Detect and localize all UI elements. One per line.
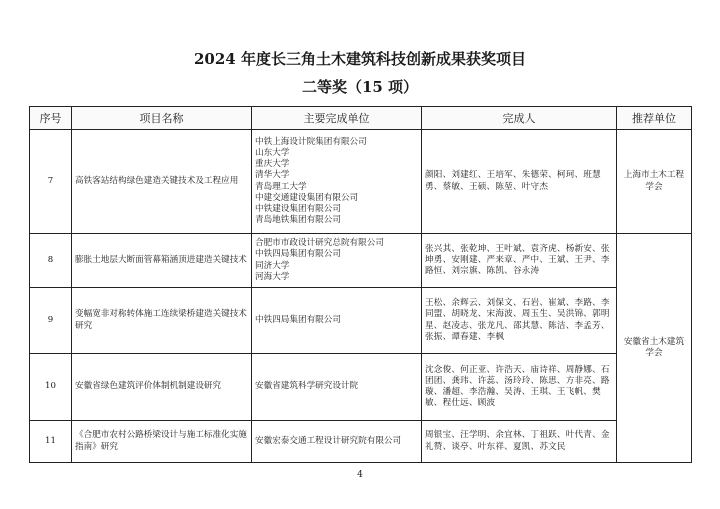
unit-line: 青岛理工大学 xyxy=(255,181,307,192)
row-number: 8 xyxy=(30,234,72,288)
row-number: 11 xyxy=(30,421,72,463)
row-number: 10 xyxy=(30,354,72,421)
project-name: 膨胀土地层大断面管幕箱涵顶进建造关键技术 xyxy=(72,234,252,288)
table-row xyxy=(30,130,692,234)
unit-line: 青岛地铁集团有限公司 xyxy=(255,215,341,226)
col-header-members: 完成人 xyxy=(422,107,617,130)
units-cell xyxy=(252,234,422,288)
members-cell: 周银宝、汪学明、余宜林、丁祖跃、叶代青、金礼赞、谈亭、叶东祥、夏凯、苏文民 xyxy=(422,421,617,463)
units-cell: 安徽宏泰交通工程设计研究院有限公司 xyxy=(252,421,422,463)
col-header-no: 序号 xyxy=(30,107,72,130)
unit-line: 重庆大学 xyxy=(255,159,290,170)
unit-line: 安徽省建筑科学研究设计院 xyxy=(255,381,359,392)
units-cell xyxy=(252,130,422,234)
project-name: 高铁客站结构绿色建造关键技术及工程应用 xyxy=(72,130,252,234)
project-name: 安徽省绿色建筑评价体制机制建设研究 xyxy=(72,354,252,421)
col-header-units: 主要完成单位 xyxy=(252,107,422,130)
unit-line: 中铁四局集团有限公司 xyxy=(255,314,341,325)
unit-line: 中铁四局集团有限公司 xyxy=(255,249,341,260)
members-cell: 沈念俊、何正亚、许浩天、庙诗祥、周静娜、石团团、龚玮、许蕊、汤玲玲、陈思、方非亮、路璇、潘超、李浩瀚、吴涛、王琪、王飞帆、樊敏、程仕远、顾波 xyxy=(422,354,617,421)
unit-line: 山东大学 xyxy=(255,147,290,158)
units-cell xyxy=(252,354,422,421)
row-number: 7 xyxy=(30,130,72,234)
unit-line: 中铁建设集团有限公司 xyxy=(255,203,341,214)
project-name: 变幅宽非对称转体施工连续梁桥建造关键技术研究 xyxy=(72,288,252,354)
members-cell: 颜阳、刘建红、王培军、朱德荣、柯珂、班慧勇、蔡敏、王硕、陈堃、叶守杰 xyxy=(422,130,617,234)
col-header-project: 项目名称 xyxy=(72,107,252,130)
recommender-cell: 安徽省土木建筑学会 xyxy=(617,234,692,463)
document-subtitle: 二等奖（15 项） xyxy=(301,78,419,96)
members-cell: 张兴其、张乾坤、王叶斌、袁齐虎、杨新安、张坤勇、安刚建、严来章、严中、王斌、王尹、李路恒、刘宗旗、陈凯、谷永涛 xyxy=(422,234,617,288)
unit-line: 河海大学 xyxy=(255,271,290,282)
unit-line: 中铁上海设计院集团有限公司 xyxy=(255,136,367,147)
document-title: 2024 年度长三角土木建筑科技创新成果获奖项目 xyxy=(194,50,526,68)
members-cell: 王松、余辉云、刘保文、石岩、崔斌、李路、李同盟、胡晓龙、宋海波、周玉生、吴洪锦、郭明星、赵凌志、张龙凡、邵其慧、陈洁、李孟芳、张振、谭春建、李枫 xyxy=(422,288,617,354)
table-row xyxy=(30,354,692,421)
table-row xyxy=(30,421,692,463)
project-name: 《合肥市农村公路桥梁设计与施工标准化实施指南》研究 xyxy=(72,421,252,463)
recommender-cell: 上海市土木工程学会 xyxy=(617,130,692,234)
row-number: 9 xyxy=(30,288,72,354)
unit-line: 中建交通建设集团有限公司 xyxy=(255,192,359,203)
awards-table xyxy=(29,106,692,463)
unit-line: 清华大学 xyxy=(255,170,290,181)
unit-line: 同济大学 xyxy=(255,260,290,271)
unit-line: 合肥市市政设计研究总院有限公司 xyxy=(255,238,384,249)
units-cell xyxy=(252,288,422,354)
table-header-row xyxy=(30,107,692,130)
page-number: 4 xyxy=(357,470,363,480)
table-row xyxy=(30,234,692,288)
table-row xyxy=(30,288,692,354)
col-header-recommender: 推荐单位 xyxy=(617,107,692,130)
